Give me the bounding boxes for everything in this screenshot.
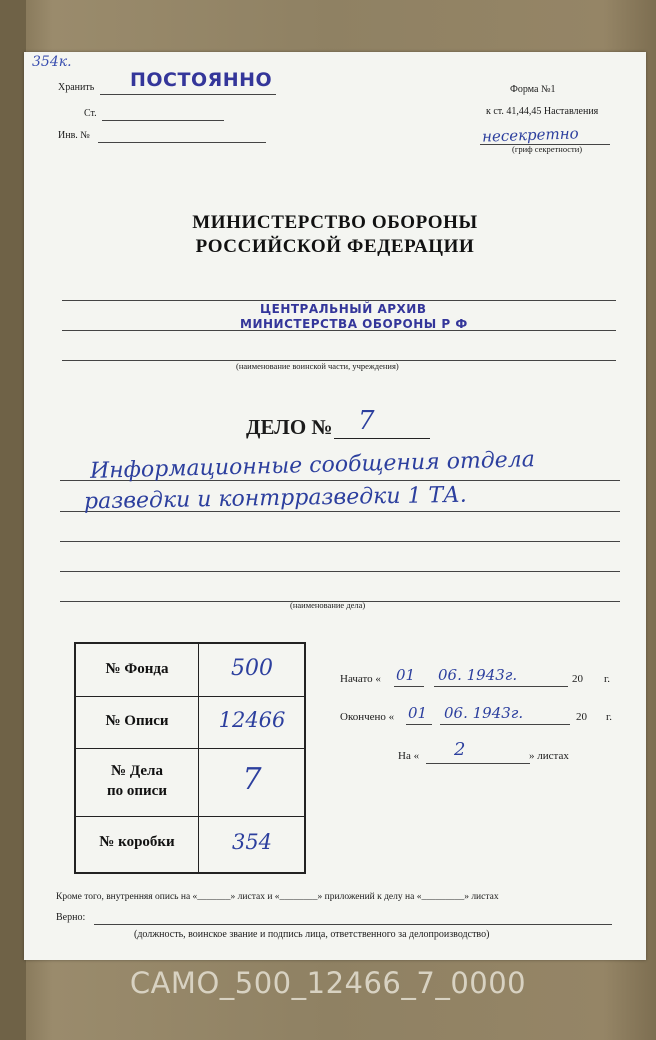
keep-underline	[100, 94, 276, 95]
signature-line	[94, 924, 612, 925]
article-label: Ст.	[84, 108, 97, 119]
form-articles: к ст. 41,44,45 Наставления	[486, 106, 599, 117]
case-title-line1: Информационные сообщения отдела	[89, 447, 536, 484]
inventory-underline	[98, 142, 266, 143]
case-number: 7	[358, 406, 375, 436]
fond-value: 500	[231, 656, 273, 681]
form-number: Форма №1	[510, 84, 556, 95]
table-row-divider	[76, 696, 304, 697]
ended-date-underline	[440, 724, 570, 725]
delo-label-2: по описи	[107, 783, 167, 799]
case-caption: (наименование дела)	[290, 600, 366, 610]
ended-year-prefix: 20	[576, 711, 587, 723]
sheets-label: На «	[398, 750, 420, 762]
delo-value: 7	[242, 762, 262, 797]
ended-date: 06. 1943г.	[444, 704, 524, 722]
opis-label: № Описи	[105, 713, 169, 729]
started-label: Начато «	[340, 673, 381, 685]
inventory-label: Инв. №	[58, 130, 90, 141]
opis-value: 12466	[218, 708, 286, 732]
archive-stamp-line1: ЦЕНТРАЛЬНЫЙ АРХИВ	[260, 302, 427, 316]
extra-inventory-line: Кроме того, внутренняя опись на «_______» листах и «________» приложений к делу на «_________» листах	[56, 892, 499, 902]
started-year-prefix: 20	[572, 673, 583, 685]
corner-note: 354к.	[32, 54, 72, 70]
box-label: № коробки	[99, 834, 175, 850]
case-label: ДЕЛО №	[246, 415, 333, 439]
started-date: 06. 1943г.	[438, 666, 518, 684]
permanent-stamp: ПОСТОЯННО	[130, 69, 273, 91]
verno-label: Верно:	[56, 912, 86, 923]
sheets-count: 2	[454, 739, 466, 760]
started-day-underline	[394, 686, 424, 687]
case-number-underline	[334, 438, 430, 439]
ended-year-suffix: г.	[606, 711, 613, 723]
fond-label: № Фонда	[105, 661, 169, 677]
keep-label: Хранить	[58, 82, 95, 93]
archive-details-table	[74, 642, 306, 874]
table-divider-vertical	[198, 644, 199, 872]
ended-label: Окончено «	[340, 711, 395, 723]
unit-line-1	[62, 300, 616, 301]
case-title-line2: разведки и контрразведки 1 ТА.	[83, 482, 468, 515]
delo-label-1: № Дела	[111, 763, 163, 779]
started-date-underline	[434, 686, 568, 687]
ended-day: 01	[408, 704, 428, 722]
ministry-title-line2: РОССИЙСКОЙ ФЕДЕРАЦИИ	[195, 236, 475, 257]
sheets-underline	[426, 763, 530, 764]
box-value: 354	[231, 830, 273, 854]
signature-caption: (должность, воинское звание и подпись лица, ответственного за делопроизводство)	[134, 929, 490, 940]
started-year-suffix: г.	[604, 673, 611, 685]
ministry-title-line1: МИНИСТЕРСТВО ОБОРОНЫ	[192, 212, 478, 233]
unit-caption: (наименование воинской части, учреждения)	[236, 361, 399, 371]
started-day: 01	[396, 666, 416, 684]
title-line-4	[60, 571, 620, 572]
ended-day-underline	[406, 724, 432, 725]
title-line-3	[60, 541, 620, 542]
table-row-divider	[76, 816, 304, 817]
archive-file-id: CAMO_500_12466_7_0000	[129, 966, 527, 1000]
secrecy-caption: (гриф секретности)	[512, 144, 583, 154]
sheets-suffix: » листах	[529, 750, 569, 762]
article-underline	[102, 120, 224, 121]
secrecy-handwritten: несекретно	[481, 124, 579, 146]
folder-edge	[0, 0, 26, 1040]
table-row-divider	[76, 748, 304, 749]
archive-stamp-line2: МИНИСТЕРСТВА ОБОРОНЫ Р Ф	[240, 317, 468, 331]
